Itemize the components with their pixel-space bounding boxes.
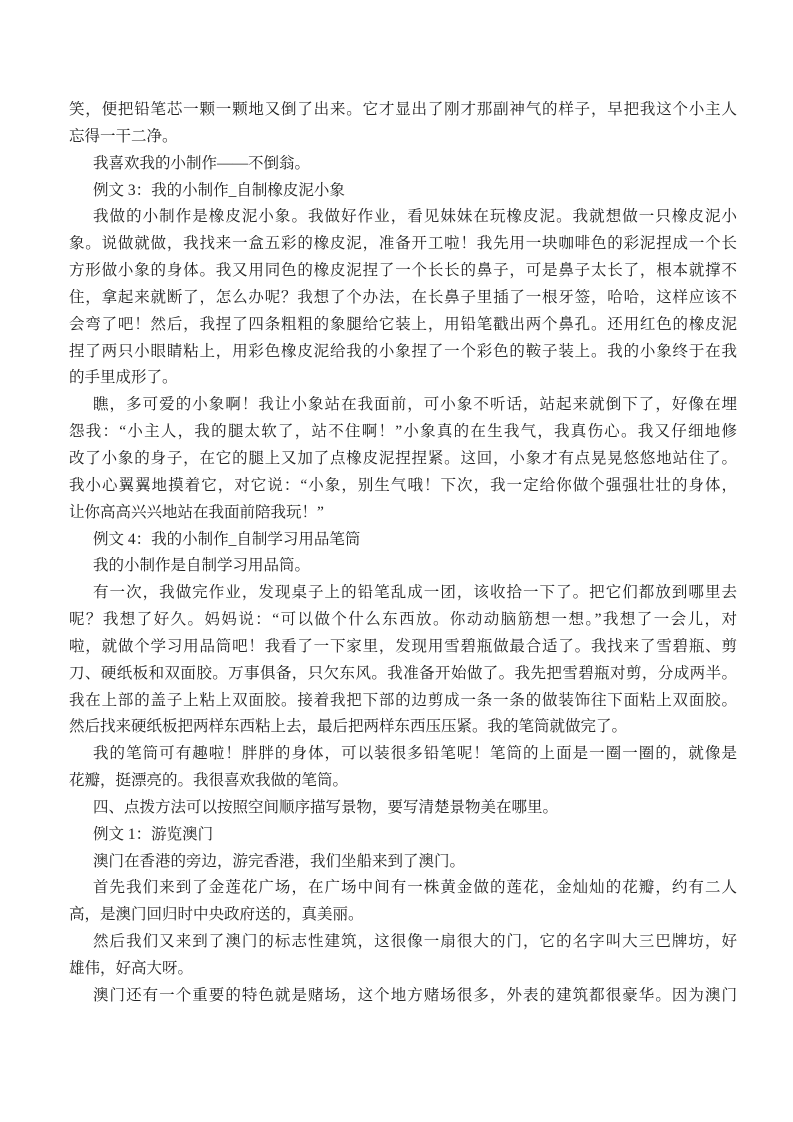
text-line: 让你高高兴兴地站在我面前陪我玩！” <box>69 503 324 521</box>
text-line: 我做的小制作是橡皮泥小象。我做好作业，看见妹妹在玩橡皮泥。我就想做一只橡皮泥小 <box>93 208 737 226</box>
text-line: 例文 4：我的小制作_自制学习用品笔筒 <box>93 530 361 548</box>
text-line: 有一次，我做完作业，发现桌子上的铅笔乱成一团，该收拾一下了。把它们都放到哪里去 <box>93 584 737 602</box>
text-line: 住，拿起来就断了，怎么办呢？我想了个办法，在长鼻子里插了一根牙签，哈哈，这样应该不 <box>69 288 737 306</box>
text-line: 例文 3：我的小制作_自制橡皮泥小象 <box>93 181 345 199</box>
text-line: 笑，便把铅笔芯一颗一颗地又倒了出来。它才显出了刚才那副神气的样子，早把我这个小主人 <box>69 101 737 118</box>
text-line: 然后找来硬纸板把两样东西粘上去，最后把两样东西压压紧。我的笔筒就做完了。 <box>69 718 628 736</box>
text-line: 四、点拨方法可以按照空间顺序描写景物，要写清楚景物美在哪里。 <box>93 798 559 816</box>
text-line: 方形做小象的身体。我又用同色的橡皮泥捏了一个长长的鼻子，可是鼻子太长了，根本就撑不 <box>69 262 737 280</box>
text-line: 会弯了吧！然后，我捏了四条粗粗的象腿给它装上，用铅笔戳出两个鼻孔。还用红色的橡皮泥 <box>69 315 737 333</box>
text-line: 象。说做就做，我找来一盒五彩的橡皮泥，准备开工啦！我先用一块咖啡色的彩泥捏成一个长 <box>69 235 737 253</box>
text-line: 呢？我想了好久。妈妈说：“可以做个什么东西放。你动动脑筋想一想。”我想了一会儿，对 <box>69 611 737 629</box>
text-line: 澳门在香港的旁边，游完香港，我们坐船来到了澳门。 <box>93 852 466 870</box>
text-line: 捏了两只小眼睛粘上，用彩色橡皮泥给我的小象捏了一个彩色的鞍子装上。我的小象终于在我 <box>69 342 737 360</box>
text-line: 我的小制作是自制学习用品筒。 <box>93 557 311 575</box>
text-line: 澳门还有一个重要的特色就是赌场，这个地方赌场很多，外表的建筑都很豪华。因为澳门 <box>93 986 737 1004</box>
text-line: 我小心翼翼地摸着它，对它说：“小象，别生气哦！下次，我一定给你做个强强壮壮的身体， <box>69 476 737 494</box>
text-line: 例文 1：游览澳门 <box>93 825 214 843</box>
text-line: 我的笔筒可有趣啦！胖胖的身体，可以装很多铅笔呢！笔筒的上面是一圈一圈的，就像是 <box>93 745 737 763</box>
text-line: 我在上部的盖子上粘上双面胶。接着我把下部的边剪成一条一条的做装饰往下面粘上双面胶。 <box>69 691 737 709</box>
text-line: 改了小象的身子，在它的腿上又加了点橡皮泥捏捏紧。这回，小象才有点晃晃悠悠地站住了。 <box>69 449 737 467</box>
text-line: 忘得一干二净。 <box>69 127 178 145</box>
text-line: 怨我：“小主人，我的腿太软了，站不住啊！”小象真的在生我气，我真伤心。我又仔细地修 <box>69 423 737 441</box>
text-line: 我喜欢我的小制作——不倒翁。 <box>93 154 311 172</box>
document-text-block <box>69 97 737 1010</box>
text-line: 首先我们来到了金莲花广场，在广场中间有一株黄金做的莲花，金灿灿的花瓣，约有二人 <box>93 879 737 897</box>
text-line: 刀、硬纸板和双面胶。万事俱备，只欠东风。我准备开始做了。我先把雪碧瓶对剪，分成两半。 <box>69 664 737 682</box>
text-line: 高，是澳门回归时中央政府送的，真美丽。 <box>69 906 364 924</box>
text-line: 的手里成形了。 <box>69 369 178 387</box>
text-line: 雄伟，好高大呀。 <box>69 960 194 977</box>
text-line: 花瓣，挺漂亮的。我很喜欢我做的笔筒。 <box>69 772 349 790</box>
text-line: 瞧，多可爱的小象啊！我让小象站在我面前，可小象不听话，站起来就倒下了，好像在埋 <box>93 396 737 414</box>
text-line: 啦，就做个学习用品筒吧！我看了一下家里，发现用雪碧瓶做最合适了。我找来了雪碧瓶、剪 <box>69 637 737 655</box>
text-line: 然后我们又来到了澳门的标志性建筑，这很像一扇很大的门，它的名字叫大三巴牌坊，好 <box>93 933 737 951</box>
